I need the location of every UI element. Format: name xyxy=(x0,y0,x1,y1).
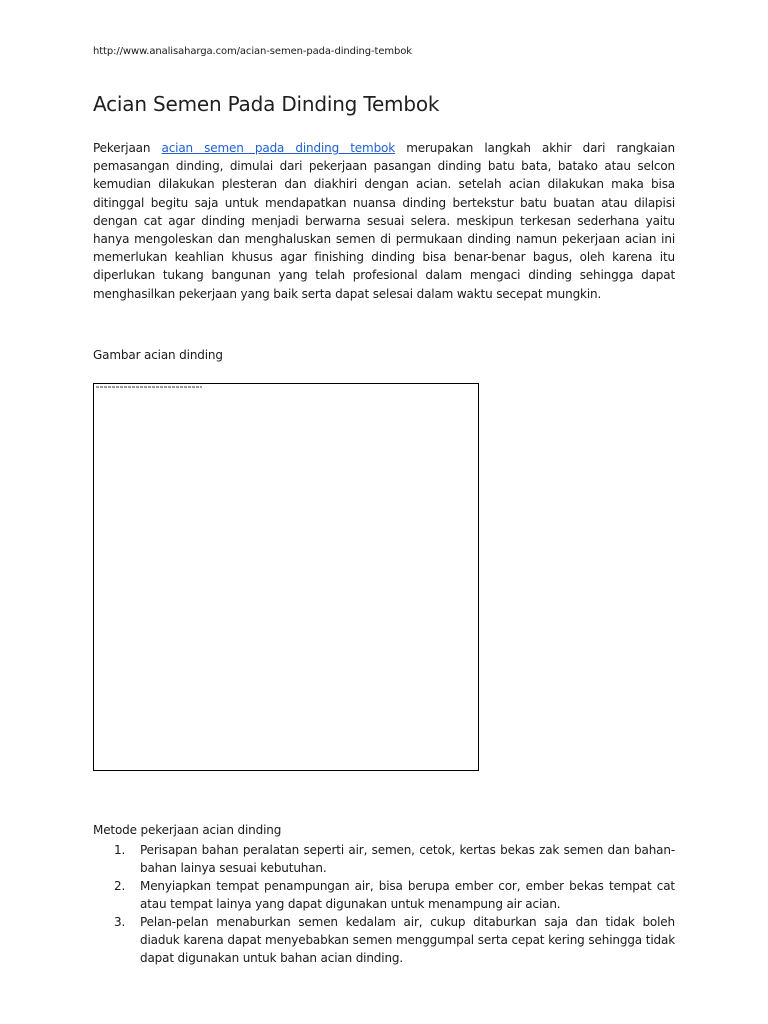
page-title: Acian Semen Pada Dinding Tembok xyxy=(93,92,440,116)
image-placeholder-strip xyxy=(96,386,202,388)
intro-lead-text: Pekerjaan xyxy=(93,141,162,155)
list-item-text: Menyiapkan tempat penampungan air, bisa berupa ember cor, ember bekas tempat cat atau tempat lainya yang dapat digunakan untuk menampung air acian. xyxy=(140,879,675,911)
list-item-number: 2. xyxy=(114,879,126,893)
list-item xyxy=(93,913,675,967)
intro-paragraph xyxy=(93,139,675,303)
list-item xyxy=(93,877,675,913)
list-item-text: Pelan-pelan menaburkan semen kedalam air, cukup ditaburkan saja dan tidak boleh diaduk karena dapat menyebabkan semen menggumpal serta cepat kering sehingga tidak dapat digunakan untuk bahan acian dinding. xyxy=(140,915,675,965)
list-item-text: Perisapan bahan peralatan seperti air, semen, cetok, kertas bekas zak semen dan bahan-bahan lainya sesuai kebutuhan. xyxy=(140,843,675,875)
image-placeholder-frame xyxy=(93,383,479,771)
article-link[interactable]: acian semen pada dinding tembok xyxy=(161,141,396,155)
method-steps-list xyxy=(93,841,675,967)
method-heading: Metode pekerjaan acian dinding xyxy=(93,823,282,837)
intro-body-text: merupakan langkah akhir dari rangkaian pemasangan dinding, dimulai dari pekerjaan pasangan dinding batu bata, batako atau selcon kemudian dilakukan plesteran dan diakhiri dengan acian. setelah acian dilakukan maka bisa ditinggal begitu saja untuk mendapatkan nuansa dinding bertekstur batu buatan atau dilapisi dengan cat agar dinding menjadi berwarna sesuai selera. meskipun terkesan sederhana yaitu hanya mengoleskan dan menghaluskan semen di permukaan dinding namun pekerjaan acian ini memerlukan keahlian khusus agar finishing dinding bisa benar-benar bagus, oleh karena itu diperlukan tukang bangunan yang telah profesional dalam mengaci dinding sehingga dapat menghasilkan pekerjaan yang baik serta dapat selesai dalam waktu secepat mungkin. xyxy=(93,141,675,301)
list-item xyxy=(93,841,675,877)
figure-heading: Gambar acian dinding xyxy=(93,348,223,362)
source-url: http://www.analisaharga.com/acian-semen-pada-dinding-tembok xyxy=(93,46,412,57)
list-item-number: 1. xyxy=(114,843,126,857)
list-item-number: 3. xyxy=(114,915,126,929)
